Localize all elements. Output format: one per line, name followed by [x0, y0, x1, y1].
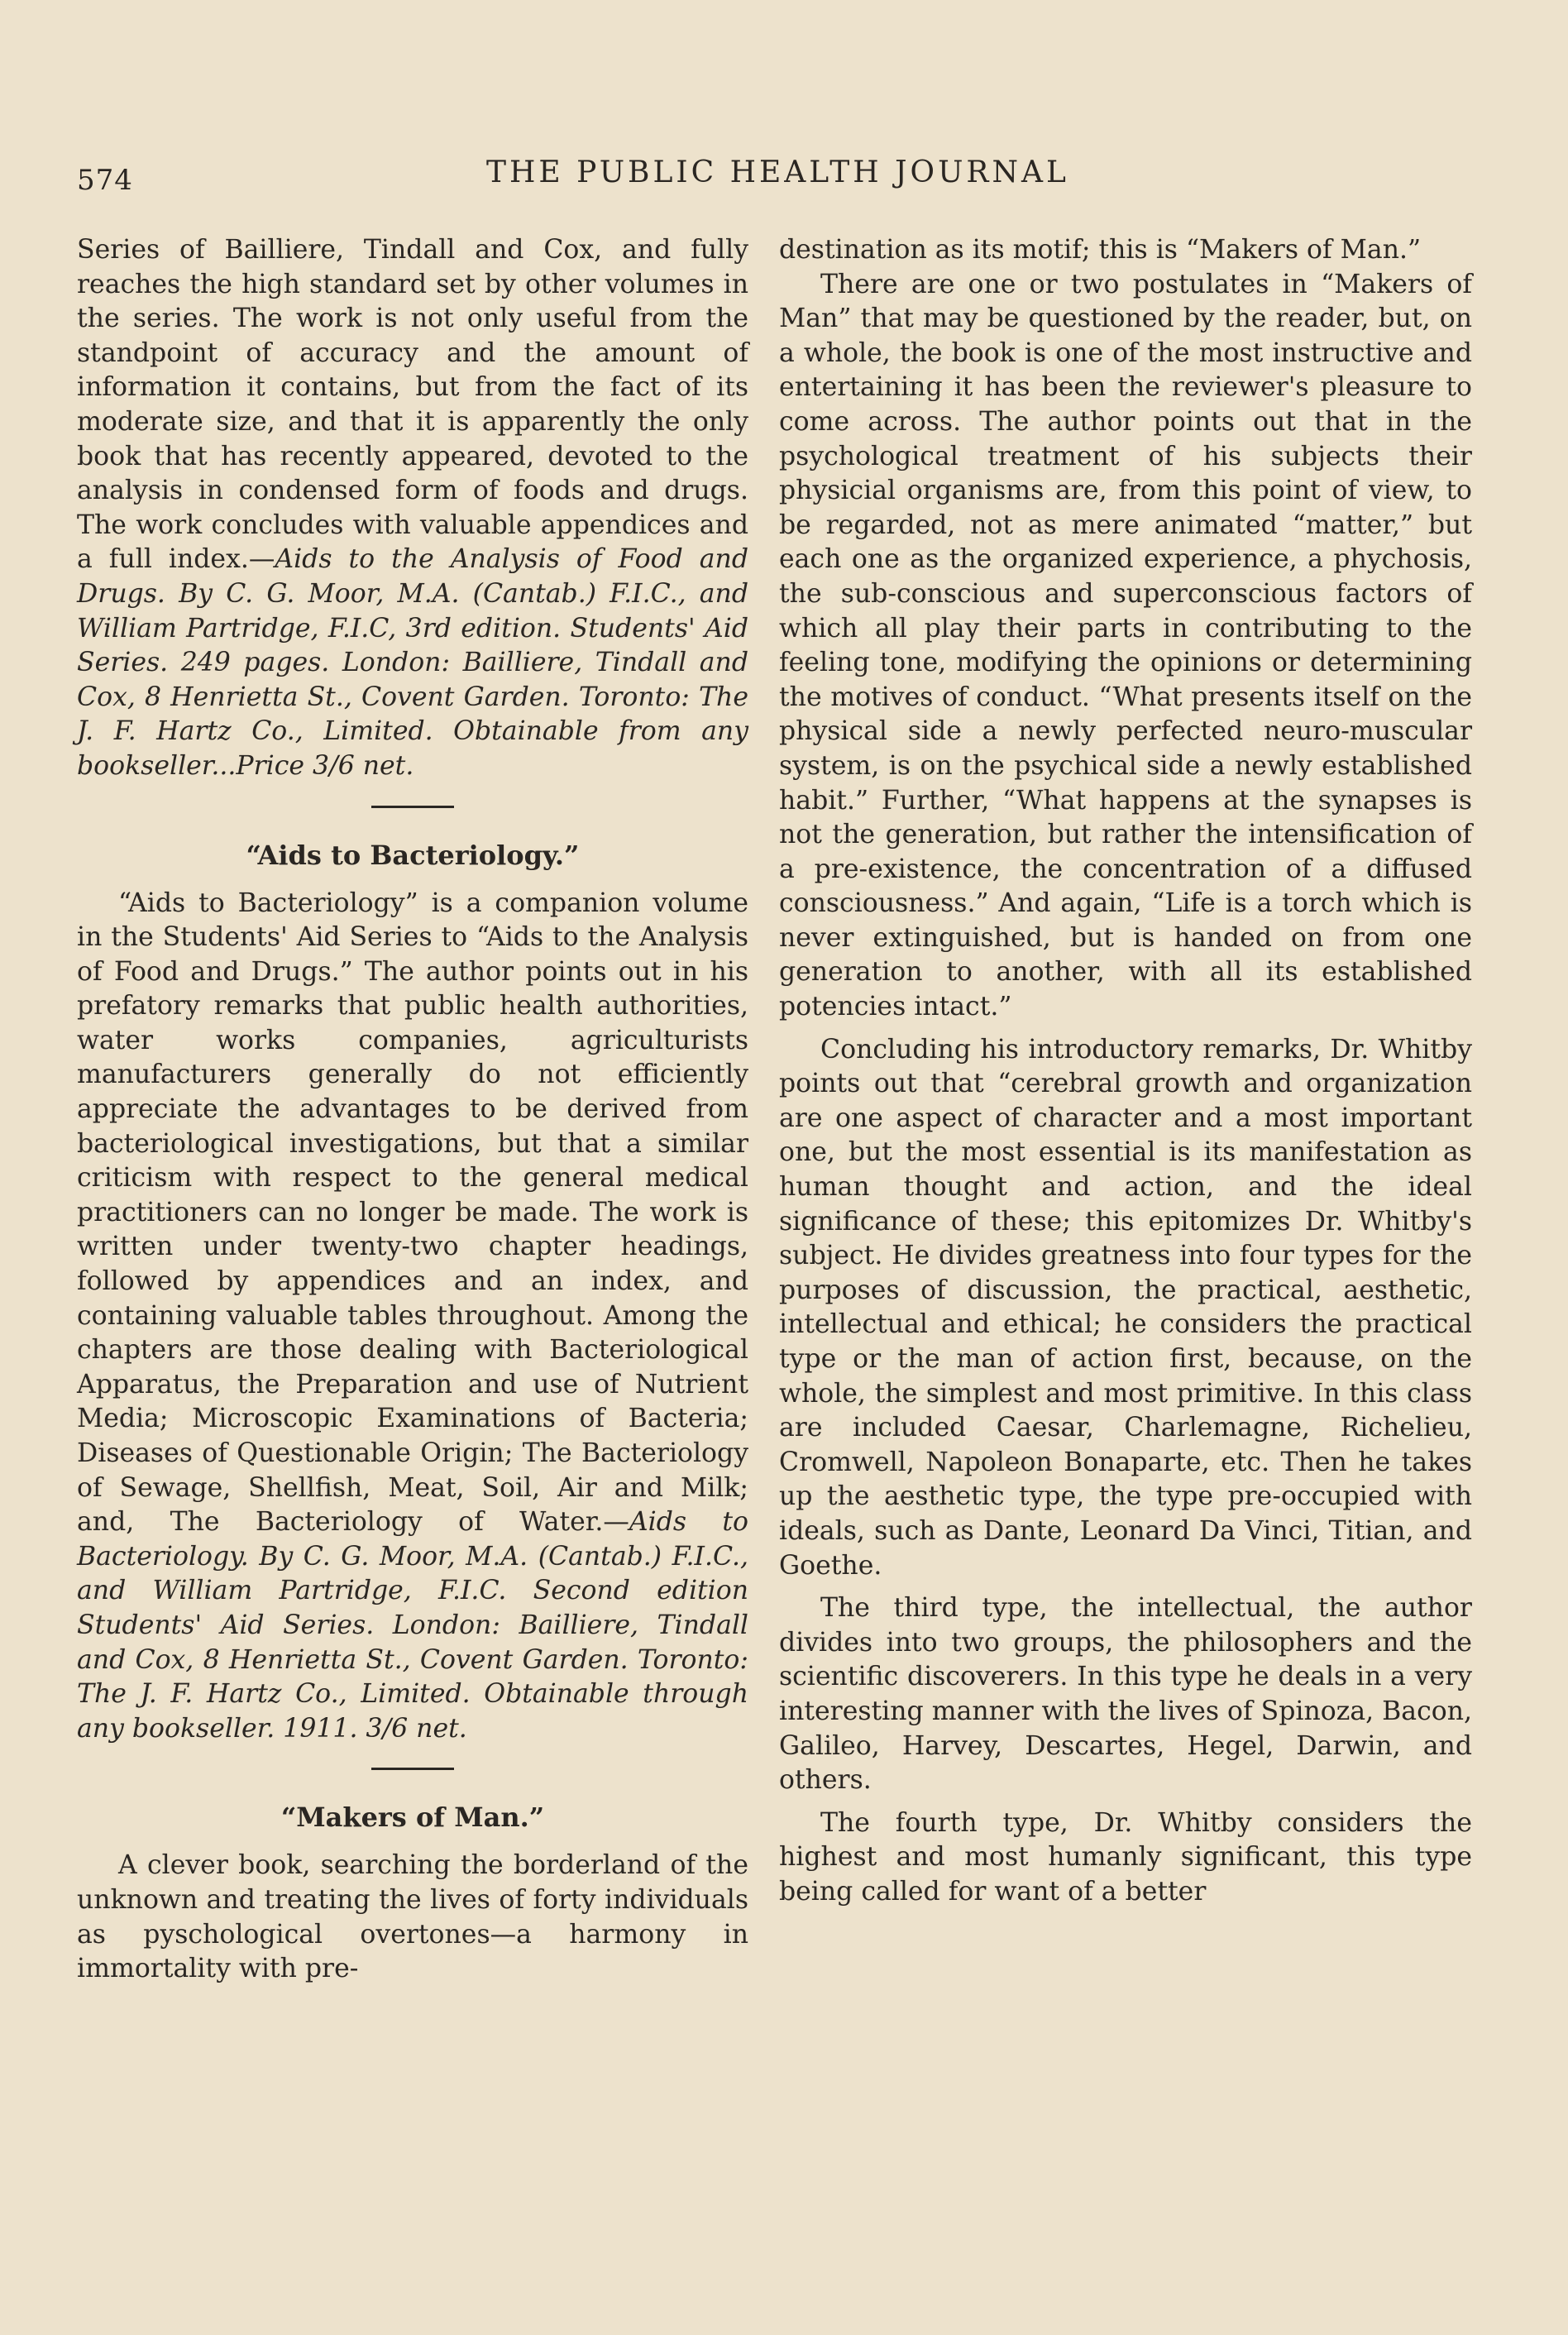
review-bacteriology-body: “Aids to Bacteriology” is a companion volume in the Students' Aid Series to “Aids to the Analysis of Food and Drugs.” The author points out in his prefatory remarks that public health authorities, water works companies, agriculturists manufacturers generally do not efficiently appreciate the advantages to be derived from bacteriological investigations, but that a similar criticism with respect to the general medical practitioners can no longer be made. The work is written under twenty-two chapter headings, followed by appendices and an index, and containing valuable tables throughout. Among the chapters are those dealing with Bacteriological Apparatus, the Preparation and use of Nutrient Media; Microscopic Examinations of Bacteria; Diseases of Questionable Origin; The Bacteriology of Sewage, Shellfish, Meat, Soil, Air and Milk; and, The Bacteriology of Water.—: [77, 888, 748, 1538]
right-column: [779, 233, 1472, 1910]
paragraph: Concluding his introductory remarks, Dr. Whitby points out that “cerebral growth and organization are one aspect of character and a most important one, but the most essential is its manifestation as human thought and action, and the ideal significance of these; this epitomizes Dr. Whitby's subject. He divides greatness into four types for the purposes of discussion, the practical, aesthetic, intellectual and ethical; he considers the practical type or the man of action first, because, on the whole, the simplest and most primitive. In this class are included Caesar, Charlemagne, Richelieu, Cromwell, Napoleon Bonaparte, etc. Then he takes up the aesthetic type, the type pre-occupied with ideals, such as Dante, Leonard Da Vinci, Titian, and Goethe.: [779, 1034, 1472, 1581]
review-bacteriology: [77, 887, 748, 1747]
paragraph: The fourth type, Dr. Whitby considers the highest and most humanly significant, this type being called for want of a better: [779, 1807, 1472, 1907]
review-food-drugs-body: Series of Bailliere, Tindall and Cox, and fully reaches the high standard set by other volumes in the series. The work is not only useful from the standpoint of accuracy and the amount of information it contains, but from the fact of its moderate size, and that it is apparently the only book that has recently appeared, devoted to the analysis in condensed form of foods and drugs. The work concludes with valuable appendices and a full index.—: [77, 235, 748, 575]
page-number: 574: [77, 164, 133, 197]
left-column: [77, 233, 748, 1987]
paragraph: The third type, the intellectual, the author divides into two groups, the philosophers and the scientific discoverers. In this type he deals in a very interesting manner with the lives of Spinoza, Bacon, Galileo, Harvey, Descartes, Hegel, Darwin, and others.: [779, 1593, 1472, 1796]
review-makers-of-man-body: A clever book, searching the borderland of the unknown and treating the lives of forty individuals as pyschological overtones—a harmony in immortality with pre-: [77, 1850, 748, 1984]
running-title: THE PUBLIC HEALTH JOURNAL: [486, 156, 1069, 189]
review-makers-of-man-title: “Makers of Man.”: [280, 1801, 545, 1834]
review-food-drugs-citation: Aids to the Analysis of Food and Drugs. By C. G. Moor, M.A. (Cantab.) F.I.C., and William Partridge, F.I.C, 3rd edition. Students' Aid Series. 249 pages. London: Bailliere, Tindall and Cox, 8 Henrietta St., Covent Garden. Toronto: The J. F. Hartz Co., Limited. Obtainable from any bookseller...Price 3/6 net.: [77, 544, 748, 781]
section-divider: [77, 1746, 748, 1786]
review-bacteriology-citation: Aids to Bacteriology. By C. G. Moor, M.A. (Cantab.) F.I.C., and William Partridge, F.I.C. Second edition Students' Aid Series. London: Bailliere, Tindall and Cox, 8 Henrietta St., Covent Garden. Toronto: The J. F. Hartz Co., Limited. Obtainable through any bookseller. 1911. 3/6 net.: [77, 1507, 749, 1744]
paragraph: There are one or two postulates in “Makers of Man” that may be questioned by the reader, but, on a whole, the book is one of the most instructive and entertaining it has been the reviewer's pleasure to come across. The author points out that in the psychological treatment of his subjects their physicial organisms are, from this point of view, to be regarded, not as mere animated “matter,” but each one as the organized experience, a phychosis, the sub-conscious and superconscious factors of which all play their parts in contributing to the feeling tone, modifying the opinions or determining the motives of conduct. “What presents itself on the physical side a newly perfected neuro-muscular system, is on the psychical side a newly established habit.” Further, “What happens at the synapses is not the generation, but rather the intensification of a pre-existence, the concentration of a diffused consciousness.” And again, “Life is a torch which is never extinguished, but is handed on from one generation to another, with all its established potencies intact.”: [779, 269, 1472, 1022]
review-food-drugs: [77, 233, 748, 784]
section-divider: [77, 784, 748, 824]
review-bacteriology-title: “Aids to Bacteriology.”: [246, 839, 580, 871]
page-header: [0, 156, 1568, 205]
paragraph: destination as its motif; this is “Makers of Man.”: [779, 235, 1422, 265]
